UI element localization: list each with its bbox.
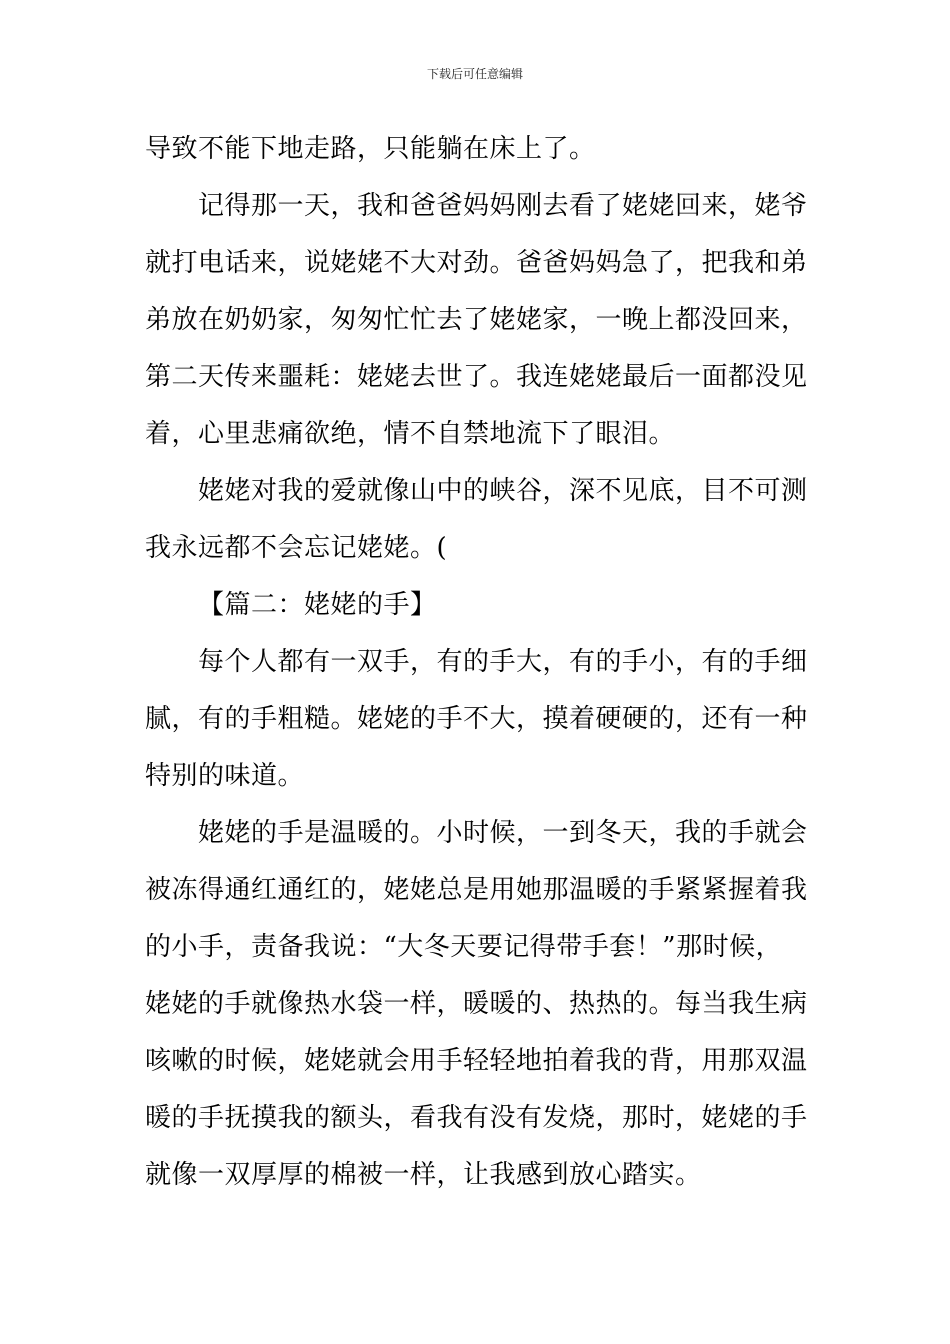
text-line-12: 特别的味道。 [145, 761, 305, 791]
text-line-3: 就打电话来，说姥姥不大对劲。爸爸妈妈急了，把我和弟 [145, 248, 808, 278]
text-line-18: 暖的手抚摸我的额头，看我有没有发烧，那时，姥姥的手 [145, 1103, 808, 1133]
text-line-8: 我永远都不会忘记姥姥。( [145, 533, 448, 563]
document-body [145, 121, 810, 1204]
text-line-4: 弟放在奶奶家，匆匆忙忙去了姥姥家，一晚上都没回来， [145, 305, 808, 335]
text-line-10: 每个人都有一双手，有的手大，有的手小，有的手细 [198, 647, 808, 677]
text-line-14: 被冻得通红通红的，姥姥总是用她那温暖的手紧紧握着我 [145, 875, 808, 905]
section-heading: 【篇二：姥姥的手】 [198, 590, 437, 620]
text-line-6: 着，心里悲痛欲绝，情不自禁地流下了眼泪。 [145, 419, 676, 449]
text-line-5: 第二天传来噩耗：姥姥去世了。我连姥姥最后一面都没见 [145, 362, 808, 392]
text-line-19: 就像一双厚厚的棉被一样，让我感到放心踏实。 [145, 1160, 702, 1190]
text-line-13: 姥姥的手是温暖的。小时候，一到冬天，我的手就会 [198, 818, 808, 848]
page-header: 下载后可任意编辑 [426, 67, 523, 81]
text-line-11: 腻，有的手粗糙。姥姥的手不大，摸着硬硬的，还有一种 [145, 704, 808, 734]
text-line-7: 姥姥对我的爱就像山中的峡谷，深不见底，目不可测 [198, 476, 808, 506]
text-line-2: 记得那一天，我和爸爸妈妈刚去看了姥姥回来，姥爷 [198, 191, 808, 221]
text-line-15: 的小手，责备我说：“大冬天要记得带手套！”那时候， [145, 932, 783, 962]
text-line-1: 导致不能下地走路，只能躺在床上了。 [145, 134, 596, 164]
text-line-17: 咳嗽的时候，姥姥就会用手轻轻地拍着我的背，用那双温 [145, 1046, 808, 1076]
text-line-16: 姥姥的手就像热水袋一样，暖暖的、热热的。每当我生病 [145, 989, 808, 1019]
